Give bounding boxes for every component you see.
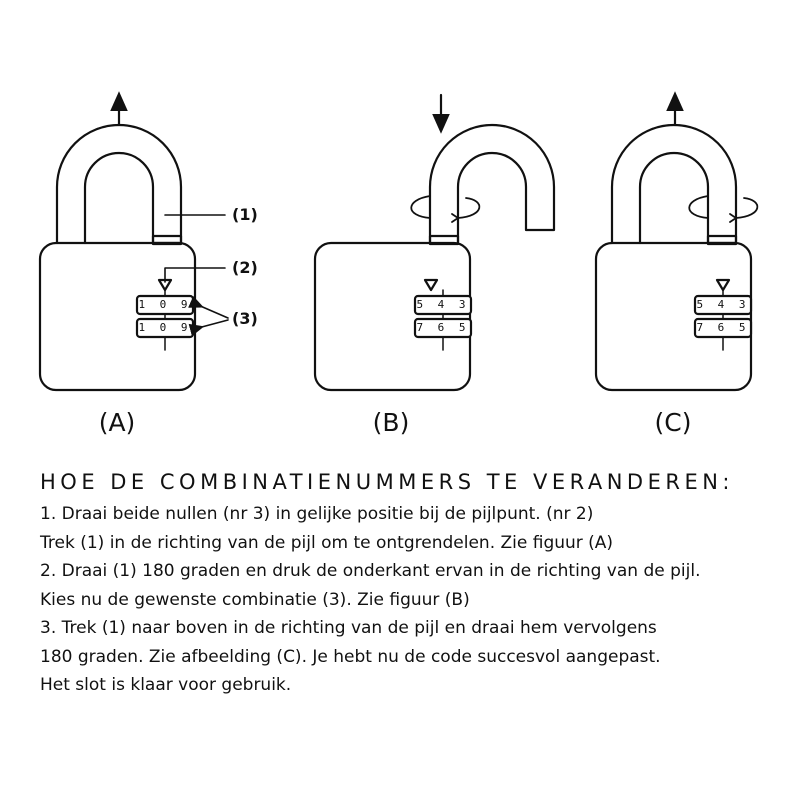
padlock-a xyxy=(40,100,228,390)
instructions-block xyxy=(40,470,780,700)
callout-label-3: (3) xyxy=(232,309,258,328)
rotation-arrow-b xyxy=(411,196,479,218)
shackle-a xyxy=(57,125,181,243)
instruction-line: Trek (1) in de richting van de pijl om te ontgrendelen. Zie figuur (A) xyxy=(40,532,614,553)
instruction-line: 3. Trek (1) naar boven in de richting van de pijl en draai hem vervolgens xyxy=(40,618,657,638)
wheel-c-top-digits: 5 4 3 xyxy=(696,298,750,311)
callout-line-3a xyxy=(198,305,228,318)
instruction-line: Het slot is klaar voor gebruik. xyxy=(40,675,292,695)
shackle-c xyxy=(612,125,736,243)
wheel-a-top-digits: 1 0 9 xyxy=(138,298,192,311)
instruction-line: 1. Draai beide nullen (nr 3) in gelijke positie bij de pijlpunt. (nr 2) xyxy=(40,504,594,524)
padlock-c xyxy=(596,100,757,390)
wheel-a-bottom-digits: 1 0 9 xyxy=(138,321,192,334)
padlock-b xyxy=(315,95,554,390)
caption-a: (A) xyxy=(98,408,136,437)
instruction-line: 2. Draai (1) 180 graden en druk de onderkant ervan in de richting van de pijl. xyxy=(40,561,701,581)
wheel-b-bottom-digits: 7 6 5 xyxy=(416,321,470,334)
lock-body-c xyxy=(596,243,751,390)
pointer-triangle-b xyxy=(425,280,437,290)
callout-line-3b xyxy=(198,320,228,328)
callout-label-2: (2) xyxy=(232,258,258,277)
callout-label-1: (1) xyxy=(232,205,258,224)
rotation-arrow-c xyxy=(689,196,757,218)
instruction-line: 180 graden. Zie afbeelding (C). Je hebt nu de code succesvol aangepast. xyxy=(40,646,661,667)
caption-b: (B) xyxy=(372,408,410,437)
lock-body-a xyxy=(40,243,195,390)
pointer-triangle-c xyxy=(717,280,729,290)
wheel-c-bottom-digits: 7 6 5 xyxy=(696,321,750,334)
wheel-b-top-digits: 5 4 3 xyxy=(416,298,470,311)
shackle-b xyxy=(430,125,554,243)
instructions-heading: HOE DE COMBINATIENUMMERS TE VERANDEREN: xyxy=(40,470,735,494)
lock-body-b xyxy=(315,243,470,390)
instruction-line: Kies nu de gewenste combinatie (3). Zie figuur (B) xyxy=(40,589,470,610)
caption-c: (C) xyxy=(654,408,692,437)
